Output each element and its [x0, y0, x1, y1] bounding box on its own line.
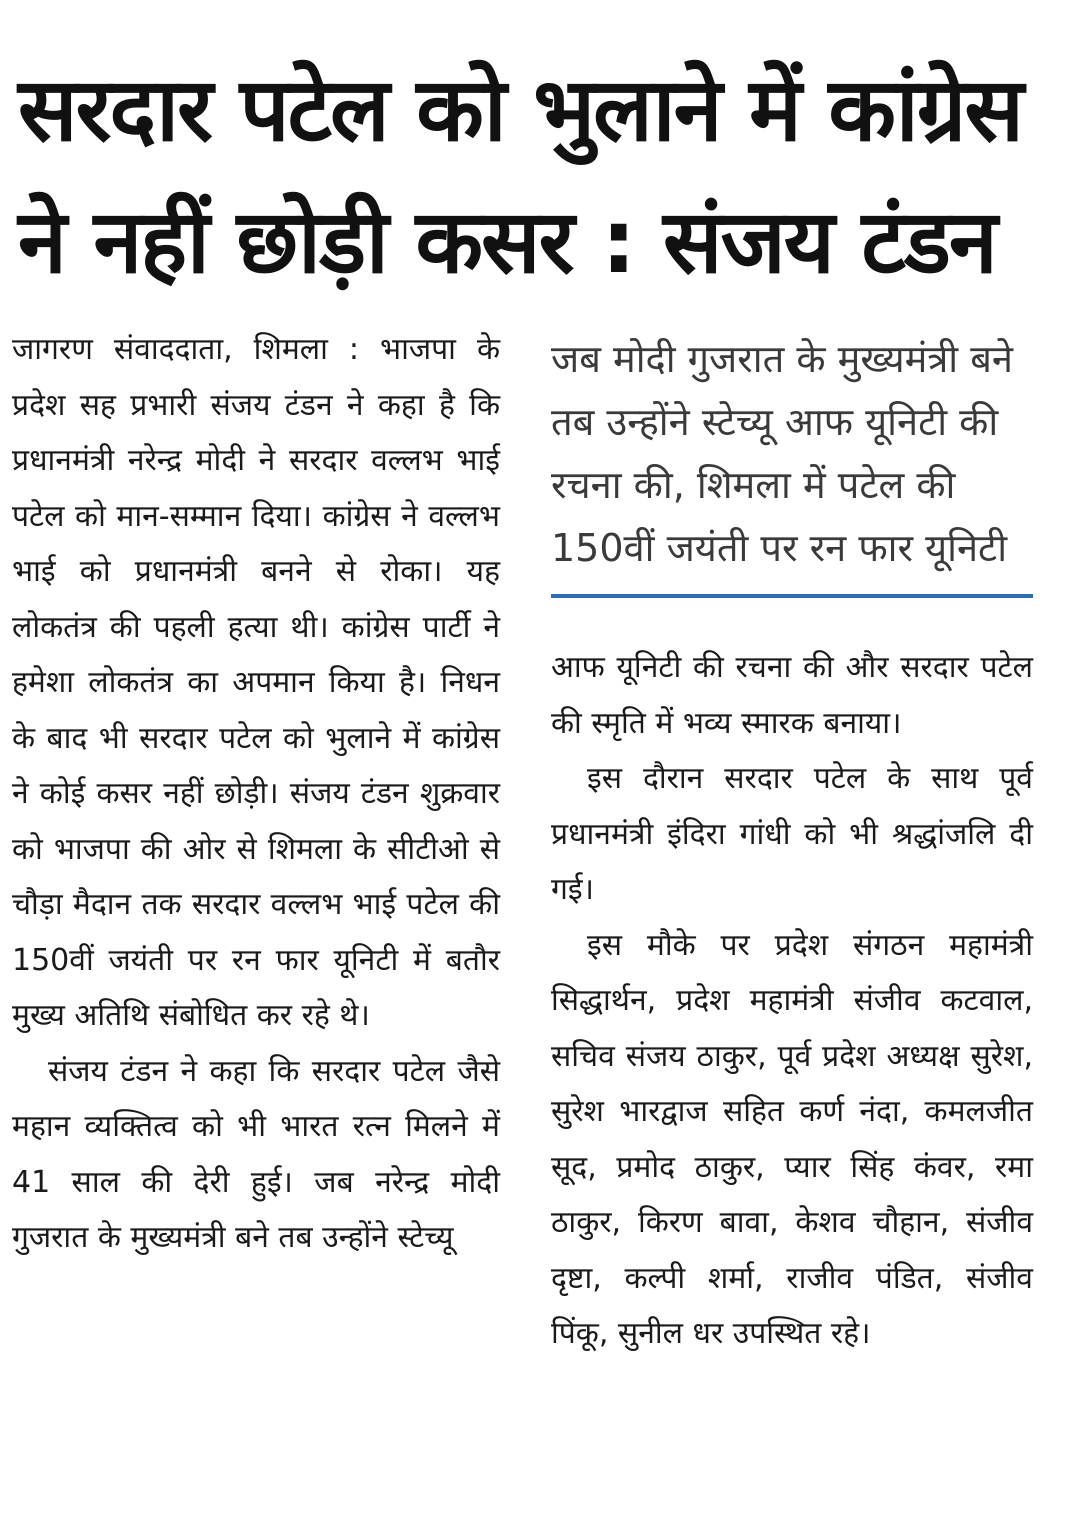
pull-quote-line: तब उन्होंने स्टेच्यू आफ यूनिटी की: [551, 400, 999, 444]
headline-line-1: सरदार पटेल को भुलाने में कांग्रेस: [18, 58, 1022, 161]
body-paragraph: जागरण संवाददाता, शिमला : भाजपा के प्रदेश सह प्रभारी संजय टंडन ने कहा है कि प्रधानमंत्री नरेन्द्र मोदी ने सरदार वल्लभ भाई पटेल को मान-सम्मान दिया। कांग्रेस ने वल्लभ भाई को प्रधानमंत्री बनने से रोका। यह लोकतंत्र की पहली हत्या थी। कांग्रेस पार्टी ने हमेशा लोकतंत्र का अपमान किया है। निधन के बाद भी सरदार पटेल को भुलाने में कांग्रेस ने कोई कसर नहीं छोड़ी। संजय टंडन शुक्रवार को भाजपा की ओर से शिमला के सीटीओ से चौड़ा मैदान तक सरदार वल्लभ भाई पटेल की 150वीं जयंती पर रन फार यूनिटी में बतौर मुख्य अतिथि संबोधित कर रहे थे।: [12, 332, 500, 1033]
left-column: [12, 322, 500, 1266]
headline: [18, 44, 1063, 308]
body-paragraph: इस दौरान सरदार पटेल के साथ पूर्व प्रधानमंत्री इंदिरा गांधी को भी श्रद्धांजलि दी गई।: [551, 761, 1033, 907]
pull-quote-line: 150वीं जयंती पर रन फार यूनिटी: [551, 526, 1008, 570]
right-column: [551, 640, 1033, 1362]
body-paragraph: इस मौके पर प्रदेश संगठन महामंत्री सिद्धार्थन, प्रदेश महामंत्री संजीव कटवाल, सचिव संजय ठाकुर, पूर्व प्रदेश अध्यक्ष सुरेश, सुरेश भारद्वाज सहित कर्ण नंदा, कमलजीत सूद, प्रमोद ठाकुर, प्यार सिंह कंवर, रमा ठाकुर, किरण बावा, केशव चौहान, संजीव दृष्टा, कल्पी शर्मा, राजीव पंडित, संजीव पिंकू, सुनील धर उपस्थित रहे।: [551, 927, 1033, 1351]
body-paragraph: संजय टंडन ने कहा कि सरदार पटेल जैसे महान व्यक्तित्व को भी भारत रत्न मिलने में 41 साल की देरी हुई। जब नरेन्द्र मोदी गुजरात के मुख्यमंत्री बने तब उन्होंने स्टेच्यू: [12, 1053, 500, 1255]
pull-quote-line: रचना की, शिमला में पटेल की: [551, 463, 956, 507]
headline-line-2: ने नहीं छोड़ी कसर : संजय टंडन: [18, 190, 996, 293]
pull-quote-divider: [551, 594, 1033, 598]
body-paragraph: आफ यूनिटी की रचना की और सरदार पटेल की स्मृति में भव्य स्मारक बनाया।: [551, 650, 1033, 741]
pull-quote-line: जब मोदी गुजरात के मुख्यमंत्री बने: [551, 337, 1014, 381]
pull-quote: [551, 328, 1036, 580]
